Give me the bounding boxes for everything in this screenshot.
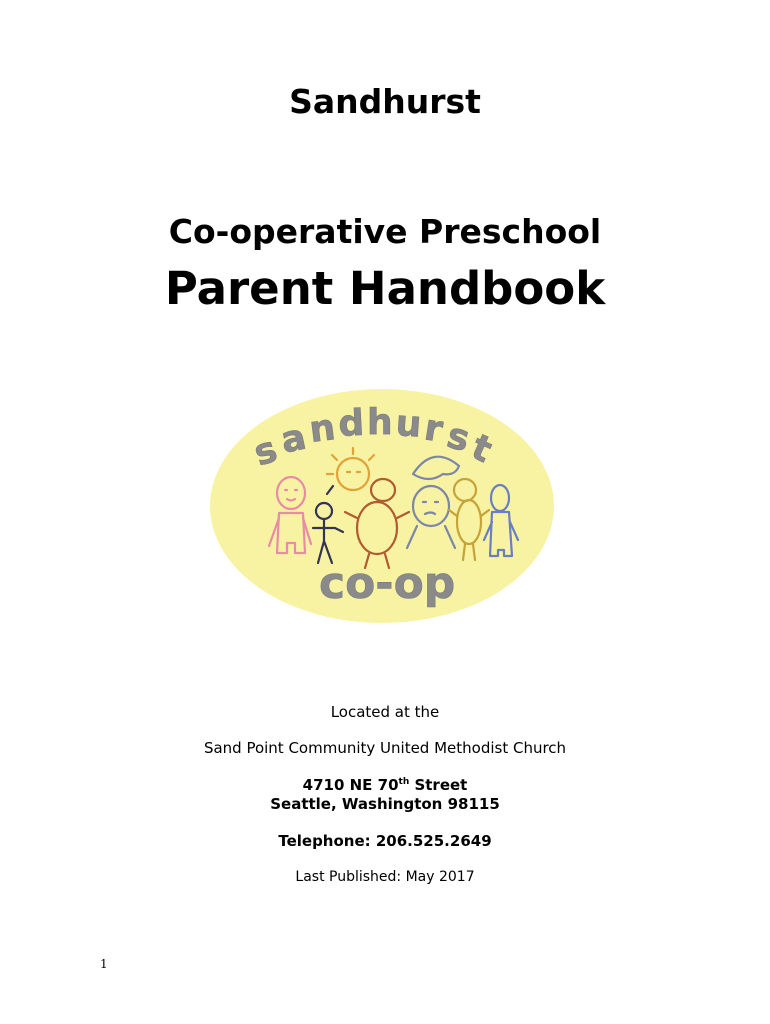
telephone-line: Telephone: 206.525.2649 — [278, 832, 492, 850]
svg-text:s: s — [249, 428, 283, 475]
church-name: Sand Point Community United Methodist Church — [203, 739, 567, 757]
svg-text:t: t — [465, 426, 498, 472]
city-line: Seattle, Washington 98115 — [270, 795, 500, 813]
svg-text:d: d — [337, 402, 366, 445]
svg-text:co-op: co-op — [319, 558, 456, 609]
school-name-heading: Sandhurst — [289, 82, 481, 121]
svg-text:a: a — [277, 416, 310, 462]
published-date: Last Published: May 2017 — [295, 869, 475, 885]
street-suffix: th — [398, 777, 410, 787]
svg-text:n: n — [307, 407, 338, 451]
location-intro: Located at the — [330, 703, 440, 721]
svg-text:s: s — [442, 415, 474, 461]
sandhurst-coop-logo — [207, 386, 557, 626]
page-title: Parent Handbook — [164, 262, 606, 315]
street-number: 4710 NE 70 — [302, 776, 399, 794]
svg-text:r: r — [421, 407, 446, 451]
street-name: Street — [409, 776, 468, 794]
page-number: 1 — [100, 957, 108, 971]
logo-bottom-lettering — [319, 558, 455, 609]
subtitle-heading: Co-operative Preschool — [168, 212, 602, 251]
svg-text:u: u — [394, 403, 423, 446]
svg-text:h: h — [367, 402, 393, 443]
street-address — [0, 776, 770, 794]
